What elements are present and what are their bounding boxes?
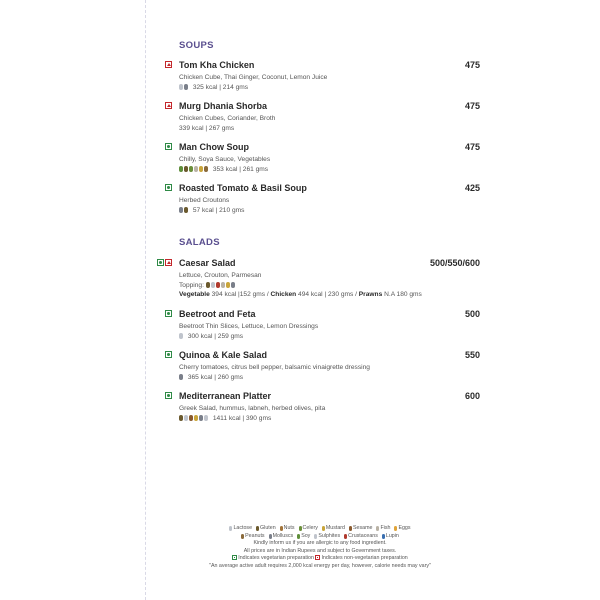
variant-info: 494 kcal | 230 gms — [298, 291, 354, 298]
variant-label: Prawns — [358, 291, 383, 298]
legend-label: Fish — [380, 525, 391, 531]
nonveg-mark-icon — [165, 102, 172, 109]
legend-label: Crustaceans — [348, 532, 378, 539]
item-price: 600 — [464, 391, 480, 401]
allergen-icons — [179, 84, 188, 90]
legend-label: Eggs — [398, 525, 411, 531]
section-title-soups: SOUPS — [179, 40, 214, 51]
item-nutrition: 325 kcal | 214 gms — [192, 83, 249, 91]
item-description: Beetroot Thin Slices, Lettuce, Lemon Dressings — [179, 323, 319, 330]
item-description: Chicken Cubes, Coriander, Broth — [179, 115, 276, 122]
item-nutrition: 353 kcal | 261 gms — [212, 165, 269, 173]
veg-note: Indicates vegetarian preparation — [238, 555, 314, 562]
item-description: Chilly, Soya Sauce, Vegetables — [179, 156, 271, 163]
calorie-note: "An average active adult requires 2,000 kcal energy per day, however, calorie needs may vary" — [209, 562, 431, 569]
item-nutrition-line — [179, 165, 480, 175]
item-nutrition-line — [179, 414, 480, 424]
item-description: Herbed Croutons — [179, 197, 230, 204]
item-name: Tom Kha Chicken — [179, 60, 255, 70]
nonveg-mark-icon — [165, 259, 172, 266]
allergen-icons — [179, 415, 208, 421]
legend-label: Molluscs — [272, 532, 294, 539]
item-nutrition-line — [179, 332, 480, 342]
sulphites-icon — [314, 534, 317, 539]
lupin-icon — [382, 534, 385, 539]
item-price: 500/550/600 — [429, 258, 480, 268]
legend-item-celery — [299, 525, 318, 533]
gluten-icon — [184, 207, 188, 213]
menu-item — [165, 309, 480, 341]
menu-item — [165, 350, 480, 382]
item-description: Lettuce, Crouton, Parmesan — [179, 272, 262, 279]
soy-icon — [297, 534, 300, 539]
variant-label: Chicken — [270, 291, 297, 298]
item-name: Roasted Tomato & Basil Soup — [179, 183, 307, 193]
item-name: Quinoa & Kale Salad — [179, 350, 268, 360]
mustard-icon — [199, 166, 203, 172]
menu-item — [165, 142, 480, 174]
item-name: Mediterranean Platter — [179, 391, 272, 401]
legend-label: Lupin — [385, 532, 399, 539]
lactose-icon — [179, 84, 183, 90]
item-nutrition-line — [179, 124, 480, 134]
crustacean-icon — [344, 534, 347, 539]
section-title-salads: SALADS — [179, 237, 220, 248]
peanuts-icon — [241, 534, 244, 539]
menu-item — [165, 60, 480, 92]
legend-item-sulphites — [314, 533, 340, 541]
variant-label: Vegetable — [179, 291, 210, 298]
variant-info: 394 kcal |152 gms — [211, 291, 266, 298]
celery-icon — [189, 166, 193, 172]
variant-info: N.A 180 gms — [384, 291, 422, 298]
veg-mark-icon — [165, 184, 172, 191]
item-description: Cherry tomatoes, citrus bell pepper, balsamic vinaigrette dressing — [179, 364, 370, 371]
veg-mark-icon — [165, 143, 172, 150]
allergen-icons — [179, 166, 208, 172]
lactose-icon — [211, 282, 215, 288]
peanuts-icon — [204, 166, 208, 172]
mollusc-icon — [179, 374, 183, 380]
veg-mark-icon — [165, 351, 172, 358]
allergen-icons — [179, 333, 183, 339]
mollusc-icon — [231, 282, 235, 288]
mollusc-icon — [179, 207, 183, 213]
mollusc-icon — [184, 84, 188, 90]
menu-item — [165, 101, 480, 133]
item-price: 550 — [464, 350, 480, 360]
item-variants-line: Vegetable 394 kcal |152 gms / Chicken 494 kcal | 230 gms / Prawns N.A 180 gms — [179, 291, 422, 298]
item-description: Chicken Cube, Thai Ginger, Coconut, Lemon Juice — [179, 74, 328, 81]
item-name: Murg Dhania Shorba — [179, 101, 268, 111]
item-description: Greek Salad, hummus, labneh, herbed olives, pita — [179, 405, 326, 412]
legend-item-soy — [297, 533, 310, 541]
veg-mark-icon — [232, 555, 237, 560]
item-nutrition: 365 kcal | 260 gms — [187, 373, 244, 381]
legend-label: Nuts — [283, 525, 295, 531]
lactose-icon — [184, 415, 188, 421]
veg-mark-icon — [165, 310, 172, 317]
item-nutrition: 300 kcal | 259 gms — [187, 332, 244, 340]
legend-item-crustacean — [344, 533, 378, 541]
menu-page — [165, 0, 485, 600]
legend-item-mustard — [322, 525, 345, 533]
allergy-note: Kindly inform us if you are allergic to any food ingredient. — [253, 540, 387, 547]
legend-item-eggs — [394, 525, 410, 533]
gluten-icon — [184, 166, 188, 172]
marks-legend — [170, 555, 470, 563]
item-topping-line — [179, 281, 480, 291]
item-name: Beetroot and Feta — [179, 309, 256, 319]
lactose-icon — [179, 333, 183, 339]
veg-mark-icon — [165, 392, 172, 399]
item-nutrition-line — [179, 206, 480, 216]
nuts-icon — [280, 526, 283, 531]
item-nutrition: 1411 kcal | 390 gms — [212, 414, 272, 422]
mustard-icon — [226, 282, 230, 288]
item-name: Man Chow Soup — [179, 142, 249, 152]
legend-item-mollusc — [269, 533, 294, 541]
fish-icon — [221, 282, 225, 288]
item-price: 475 — [464, 101, 480, 111]
allergen-icons — [179, 207, 188, 213]
legend-item-fish — [376, 525, 390, 533]
eggs-icon — [394, 526, 397, 531]
nonveg-mark-icon — [315, 555, 320, 560]
item-price: 500 — [464, 309, 480, 319]
legend-label: Celery — [302, 525, 318, 531]
sulphites-icon — [204, 415, 208, 421]
menu-item — [165, 183, 480, 215]
celery-icon — [299, 526, 302, 531]
legend-item-nuts — [280, 525, 295, 533]
veg-mark-icon — [157, 259, 164, 266]
mollusc-icon — [199, 415, 203, 421]
legend-row — [170, 533, 470, 541]
item-nutrition-line — [179, 373, 480, 383]
soy-icon — [179, 166, 183, 172]
gluten-icon — [179, 415, 183, 421]
legend-label: Peanuts — [245, 532, 265, 539]
gluten-icon — [256, 526, 259, 531]
mustard-icon — [194, 415, 198, 421]
price-note: All prices are in Indian Rupees and subject to Government taxes. — [243, 547, 397, 554]
topping-label: Topping: — [179, 281, 204, 289]
crustacean-icon — [216, 282, 220, 288]
fish-icon — [376, 526, 379, 531]
legend-label: Sulphites — [318, 532, 341, 539]
legend-label: Lactose — [233, 525, 253, 531]
legend-label: Sesame — [353, 525, 373, 531]
page-fold-line — [145, 0, 146, 600]
fish-icon — [194, 166, 198, 172]
item-name: Caesar Salad — [179, 258, 236, 268]
legend-item-lupin — [382, 533, 399, 541]
legend-label: Gluten — [260, 525, 276, 531]
item-price: 475 — [464, 60, 480, 70]
allergen-icons — [179, 374, 183, 380]
allergen-icons — [206, 282, 235, 288]
item-nutrition: 57 kcal | 210 gms — [192, 206, 245, 214]
item-price: 475 — [464, 142, 480, 152]
legend-item-lactose — [229, 525, 252, 533]
allergen-legend-footer — [170, 525, 470, 571]
lactose-icon — [229, 526, 232, 531]
sesame-icon — [349, 526, 352, 531]
item-nutrition-line — [179, 83, 480, 93]
legend-row — [170, 525, 470, 533]
sesame-icon — [189, 415, 193, 421]
nonveg-note: Indicates non-vegetarian preparation — [321, 555, 408, 562]
menu-item — [165, 258, 480, 300]
menu-item — [165, 391, 480, 423]
item-price: 425 — [464, 183, 480, 193]
legend-item-peanuts — [241, 533, 264, 541]
mustard-icon — [322, 526, 325, 531]
gluten-icon — [206, 282, 210, 288]
nonveg-mark-icon — [165, 61, 172, 68]
legend-label: Soy — [301, 532, 311, 539]
legend-label: Mustard — [325, 525, 345, 531]
item-nutrition: 339 kcal | 267 gms — [179, 124, 235, 132]
legend-item-sesame — [349, 525, 372, 533]
mollusc-icon — [269, 534, 272, 539]
legend-item-gluten — [256, 525, 276, 533]
